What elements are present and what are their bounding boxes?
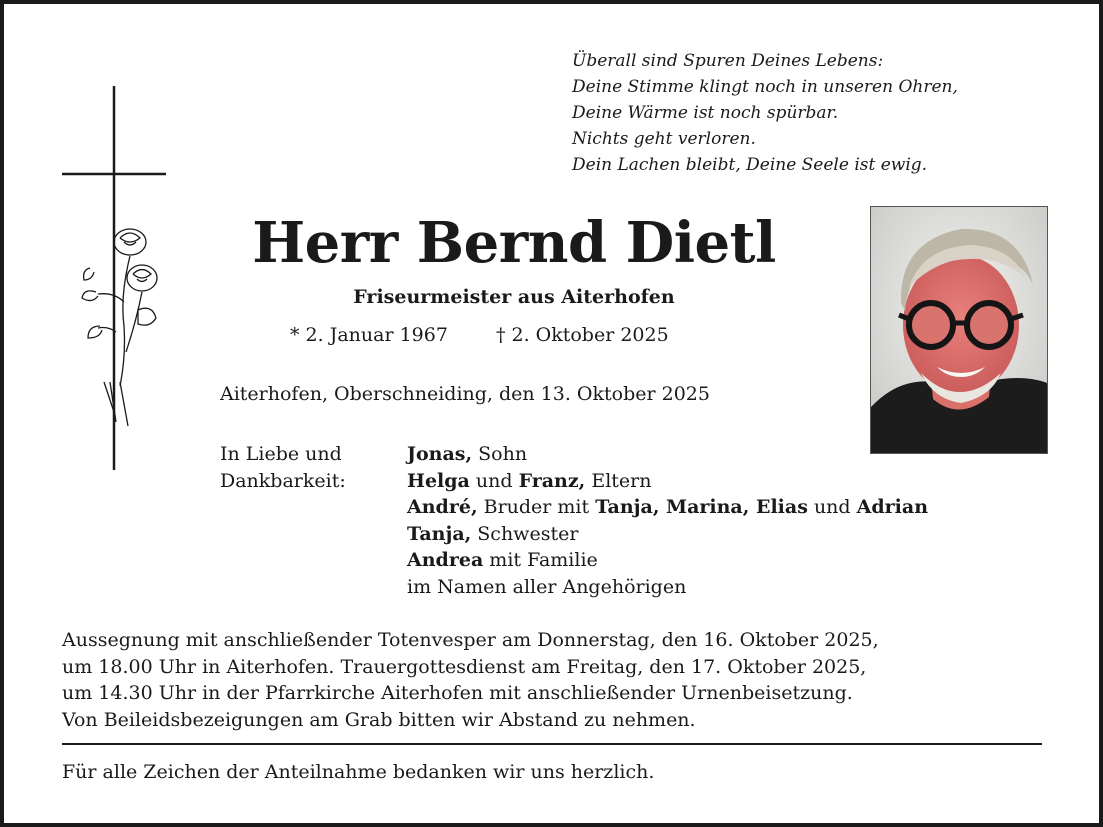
mourner-connector: und [807, 496, 857, 518]
memorial-poem [572, 48, 958, 178]
mourner-line [407, 547, 928, 574]
mourner-relation: Eltern [585, 469, 652, 492]
poem-line: Deine Stimme klingt noch in unseren Ohren, [572, 77, 958, 97]
mourner-line [407, 468, 928, 495]
portrait-photo [870, 206, 1048, 454]
birth-date: * 2. Januar 1967 [290, 324, 448, 346]
mourner-name: Adrian [856, 496, 929, 518]
cross-with-roses-icon [60, 82, 170, 478]
divider [62, 743, 1042, 745]
mourners-list [407, 441, 928, 600]
mourner-name: Andrea [407, 549, 484, 571]
death-date: † 2. Oktober 2025 [495, 324, 669, 346]
poem-line: Dein Lachen bleibt, Deine Seele ist ewig. [572, 155, 928, 175]
mourner-relation: Sohn [472, 443, 528, 465]
mourner-name: André, [407, 496, 478, 518]
poem-line: Nichts geht verloren. [572, 129, 756, 149]
mourner-connector: und [469, 469, 519, 492]
deceased-profession: Friseurmeister aus Aiterhofen [353, 286, 675, 308]
life-dates [290, 321, 669, 349]
mourner-line: im Namen aller Angehörigen [407, 575, 687, 598]
poem-line: Deine Wärme ist noch spürbar. [572, 103, 839, 123]
poem-line: Überall sind Spuren Deines Lebens: [572, 51, 884, 71]
service-info [62, 627, 1052, 733]
mourner-name: Jonas, [407, 443, 473, 465]
mourners-label-line: Dankbarkeit: [220, 469, 346, 492]
service-line: Aussegnung mit anschließender Totenvesper am Donnerstag, den 16. Oktober 2025, [62, 629, 879, 651]
mourner-name: Franz, [518, 469, 586, 492]
mourner-line [407, 521, 928, 548]
service-line: Von Beileidsbezeigungen am Grab bitten wir Abstand zu nehmen. [62, 708, 696, 731]
mourner-name: Tanja, [407, 522, 472, 545]
mourner-line [407, 441, 928, 468]
mourner-relation: Schwester [471, 522, 579, 545]
service-line: um 18.00 Uhr in Aiterhofen. Trauergottesdienst am Freitag, den 17. Oktober 2025, [62, 655, 867, 678]
mourner-names: Tanja, Marina, Elias [595, 496, 808, 518]
deceased-name: Herr Bernd Dietl [252, 210, 776, 276]
mourners-label-line: In Liebe und [220, 443, 342, 465]
place-and-date: Aiterhofen, Oberschneiding, den 13. Oktober 2025 [220, 383, 710, 405]
mourner-relation: mit Familie [483, 549, 598, 571]
mourner-name: Helga [407, 469, 470, 492]
mourner-relation: Bruder mit [477, 496, 596, 518]
mourners-label [220, 441, 346, 494]
thanks-note: Für alle Zeichen der Anteilnahme bedanken wir uns herzlich. [62, 761, 655, 783]
mourner-line [407, 494, 928, 521]
service-line: um 14.30 Uhr in der Pfarrkirche Aiterhofen mit anschließender Urnenbeisetzung. [62, 682, 853, 704]
